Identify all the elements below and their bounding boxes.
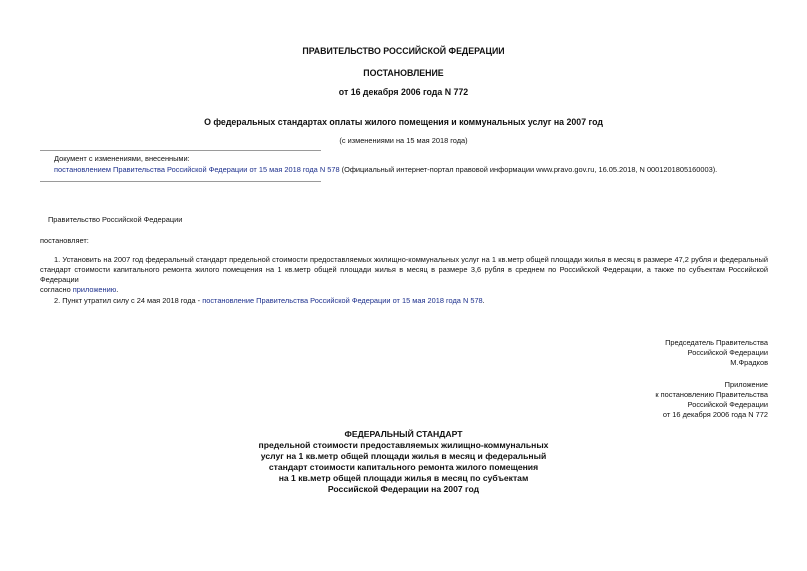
amendment-source: (Официальный интернет-портал правовой информации www.pravo.gov.ru, 16.05.2018, N 0001201805160003). — [339, 165, 718, 174]
paragraph-2-end: . — [482, 296, 485, 305]
paragraph-1-pre: согласно — [40, 285, 73, 294]
separator-top — [40, 150, 321, 151]
appendix-ref-3: от 16 декабря 2006 года N 772 — [662, 410, 768, 419]
appendix-ref-1: к постановлению Правительства — [655, 390, 768, 399]
issuer: Правительство Российской Федерации — [48, 215, 183, 224]
standard-line-3: стандарт стоимости капитального ремонта жилого помещения — [268, 462, 539, 472]
paragraph-1 — [40, 255, 768, 295]
appendix-link[interactable]: приложению — [72, 285, 117, 294]
amendments-label: Документ с изменениями, внесенными: — [54, 154, 190, 163]
standard-line-4: на 1 кв.метр общей площади жилья в месяц по субъектам — [278, 473, 529, 483]
document-date-number: от 16 декабря 2006 года N 772 — [338, 87, 469, 97]
revision-note: (с изменениями на 15 мая 2018 года) — [339, 136, 468, 145]
paragraph-2-text: 2. Пункт утратил силу с 24 мая 2018 года - — [54, 296, 203, 305]
standard-line-5: Российской Федерации на 2007 год — [327, 484, 480, 494]
signature-org: Российской Федерации — [687, 348, 768, 357]
standard-title: ФЕДЕРАЛЬНЫЙ СТАНДАРТ — [344, 429, 463, 439]
standard-line-2: услуг на 1 кв.метр общей площади жилья в месяц и федеральный — [260, 451, 547, 461]
paragraph-2 — [54, 296, 485, 305]
paragraph-1-line-1: 1. Установить на 2007 год федеральный стандарт предельной стоимости предоставляемых жилищно-коммунальных услуг на 1 кв.метр общей площади жилья в месяц в размере 47,2 рубля и федеральный — [54, 255, 768, 264]
appendix-ref-2: Российской Федерации — [687, 400, 768, 409]
amendments-line — [54, 165, 717, 174]
repeal-link[interactable]: постановление Правительства Российской Федерации от 15 мая 2018 года N 578 — [202, 296, 483, 305]
page-title: О федеральных стандартах оплаты жилого помещения и коммунальных услуг на 2007 год — [204, 117, 603, 127]
paragraph-1-end: . — [116, 285, 119, 294]
paragraph-1-line-3 — [40, 285, 768, 295]
document-type: ПОСТАНОВЛЕНИЕ — [363, 68, 444, 78]
decree-verb: постановляет: — [40, 236, 89, 245]
standard-line-1: предельной стоимости предоставляемых жилищно-коммунальных — [258, 440, 549, 450]
separator-bottom — [40, 181, 321, 182]
appendix-label: Приложение — [724, 380, 768, 389]
paragraph-1-line-2: стандарт стоимости капитального ремонта жилого помещения на 1 кв.метр общей площади жилья в месяц в размере 3,6 рубля в среднем по Российской Федерации, а также по субъектам Российской Федерации — [40, 265, 768, 284]
signature-title: Председатель Правительства — [665, 338, 768, 347]
signature-name: М.Фрадков — [730, 358, 768, 367]
amendment-link[interactable]: постановлением Правительства Российской Федерации от 15 мая 2018 года N 578 — [54, 165, 340, 174]
org-name: ПРАВИТЕЛЬСТВО РОССИЙСКОЙ ФЕДЕРАЦИИ — [302, 46, 505, 56]
